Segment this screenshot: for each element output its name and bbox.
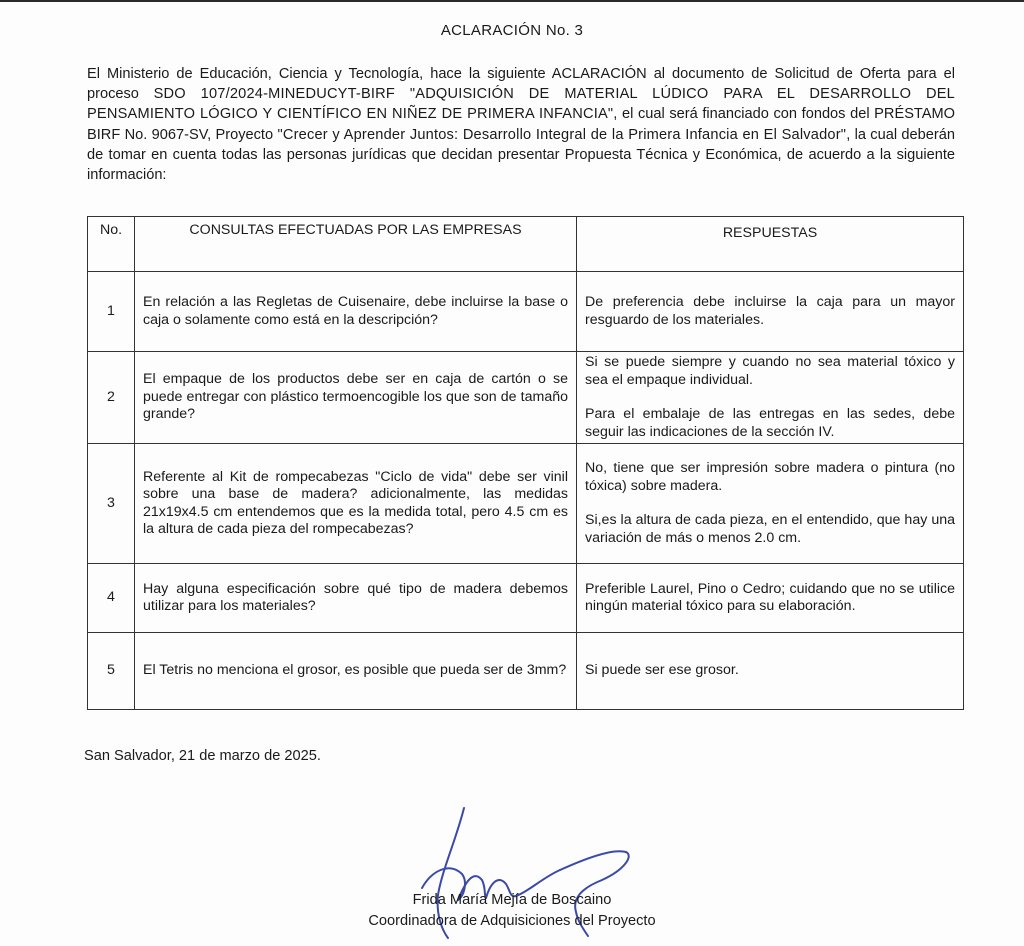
answer-text: De preferencia debe incluirse la caja para un mayor resguardo de los materiales. — [585, 294, 955, 328]
intro-text-1: El Ministerio de Educación, Ciencia y Tecnología, hace la siguiente ACLARACIÓN al documento de Solicitud de Oferta para el proceso — [87, 66, 955, 103]
process-name: SDO 107/2024-MINEDUCYT-BIRF "ADQUISICIÓN DE MATERIAL LÚDICO PARA EL DESARROLLO DEL PENSAMIENTO LÓGICO Y CIENTÍFICO EN NIÑEZ DE PRIMERA INFANCIA" — [87, 86, 955, 123]
question-cell: Hay alguna especificación sobre qué tipo de madera debemos utilizar para los materiales? — [135, 564, 577, 633]
answer-text: Si puede ser ese grosor. — [585, 662, 739, 679]
signer-role: Coordinadora de Adquisiciones del Proyecto — [368, 913, 656, 929]
row-number: 5 — [88, 633, 135, 710]
header-no: No. — [88, 217, 135, 272]
question-cell: El Tetris no menciona el grosor, es posible que pueda ser de 3mm? — [135, 633, 577, 710]
answer-cell — [577, 352, 964, 444]
header-answer: RESPUESTAS — [577, 217, 964, 272]
signer-name: Frida María Mejía de Boscaino — [412, 892, 612, 908]
answer-cell — [577, 633, 964, 710]
answer-cell — [577, 272, 964, 352]
row-number: 3 — [88, 444, 135, 564]
answer-text: Si se puede siempre y cuando no sea material tóxico y sea el empaque individual. — [585, 354, 955, 388]
intro-text-2: , el cual será financiado con fondos del PRÉSTAMO BIRF No. 9067-SV, Proyecto — [87, 106, 956, 143]
intro-text-3: , la cual deberán de tomar en cuenta todas las personas jurídicas que decidan presentar Propuesta Técnica y Económica, de acuerdo a la siguiente información: — [87, 126, 955, 184]
answer-text: Para el embalaje de las entregas en las sedes, debe seguir las indicaciones de la sección IV. — [585, 406, 955, 440]
answer-text: Si,es la altura de cada pieza, en el entendido, que hay una variación de más o menos 2.0 cm. — [585, 512, 955, 546]
table-row — [88, 564, 964, 633]
intro-paragraph — [87, 64, 955, 185]
page-top-border — [0, 0, 1024, 2]
document-title: ACLARACIÓN No. 3 — [440, 22, 584, 39]
question-cell: El empaque de los productos debe ser en caja de cartón o se puede entregar con plástico termoencogible los que son de tamaño grande? — [135, 352, 577, 444]
answer-text: Preferible Laurel, Pino o Cedro; cuidando que no se utilice ningún material tóxico para su elaboración. — [585, 580, 955, 614]
question-cell: Referente al Kit de rompecabezas "Ciclo de vida" debe ser vinil sobre una base de madera? adicionalmente, las medidas 21x19x4.5 cm entendemos que es la medida total, pero 4.5 cm es la altura de cada pieza del rompecabezas? — [135, 444, 577, 564]
table-row — [88, 352, 964, 444]
table-row — [88, 444, 964, 564]
signature-block — [0, 890, 1024, 932]
place-and-date: San Salvador, 21 de marzo de 2025. — [84, 748, 321, 764]
answer-cell — [577, 564, 964, 633]
row-number: 4 — [88, 564, 135, 633]
table-row — [88, 633, 964, 710]
row-number: 1 — [88, 272, 135, 352]
question-cell: En relación a las Regletas de Cuisenaire, debe incluirse la base o caja o solamente como está en la descripción? — [135, 272, 577, 352]
answer-text: No, tiene que ser impresión sobre madera o pintura (no tóxica) sobre madera. — [585, 460, 955, 494]
project-name: "Crecer y Aprender Juntos: Desarrollo Integral de la Primera Infancia en El Salvador" — [277, 126, 847, 143]
header-question: CONSULTAS EFECTUADAS POR LAS EMPRESAS — [135, 217, 577, 272]
clarification-table — [87, 216, 964, 710]
row-number: 2 — [88, 352, 135, 444]
table-header-row — [88, 217, 964, 272]
answer-cell — [577, 444, 964, 564]
table-row — [88, 272, 964, 352]
